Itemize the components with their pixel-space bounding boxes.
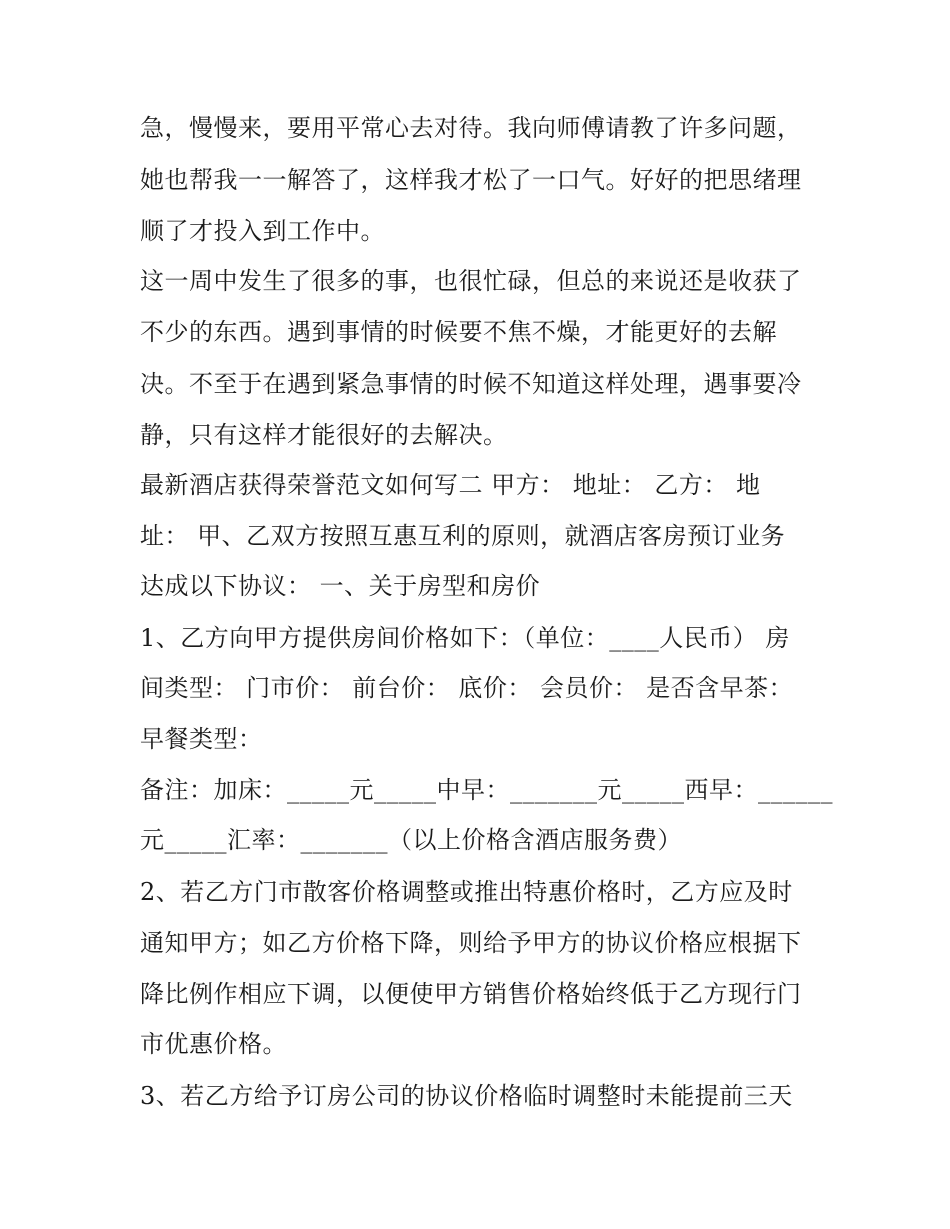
text-line: 顺了才投入到工作中。 [140, 217, 385, 245]
text-line: 不少的东西。遇到事情的时候要不焦不燥，才能更好的去解 [140, 318, 777, 346]
text-line: 通知甲方；如乙方价格下降，则给予甲方的协议价格应根据下 [140, 929, 802, 957]
text-line: 间类型： 门市价： 前台价： 底价： 会员价： 是否含早茶： [140, 674, 794, 702]
text-line: 这一周中发生了很多的事，也很忙碌，但总的来说还是收获了 [140, 267, 802, 295]
text-line: 决。不至于在遇到紧急事情的时候不知道这样处理，遇事要冷 [140, 370, 802, 398]
text-line: 最新酒店获得荣誉范文如何写二 甲方： 地址： 乙方： 地 [140, 471, 761, 499]
text-line: 1、乙方向甲方提供房间价格如下：（单位：____人民币） 房 [140, 624, 790, 652]
text-line: 早餐类型： [140, 725, 263, 753]
text-line: 急，慢慢来，要用平常心去对待。我向师傅请教了许多问题， [140, 114, 802, 142]
text-line: 备注：加床：_____元_____中早：_______元_____西早：______ [140, 776, 833, 804]
text-line: 静，只有这样才能很好的去解决。 [140, 421, 508, 449]
text-line: 达成以下协议： 一、关于房型和房价 [140, 572, 541, 600]
text-line: 她也帮我一一解答了，这样我才松了一口气。好好的把思绪理 [140, 166, 802, 194]
text-line: 市优惠价格。 [140, 1030, 287, 1058]
text-line: 元_____汇率：_______（以上价格含酒店服务费） [140, 826, 682, 854]
text-line: 3、若乙方给予订房公司的协议价格临时调整时未能提前三天 [140, 1082, 793, 1110]
text-line: 降比例作相应下调，以便使甲方销售价格始终低于乙方现行门 [140, 980, 802, 1008]
text-line: 2、若乙方门市散客价格调整或推出特惠价格时，乙方应及时 [140, 878, 793, 906]
text-line: 址： 甲、乙双方按照互惠互利的原则，就酒店客房预订业务 [140, 522, 786, 550]
